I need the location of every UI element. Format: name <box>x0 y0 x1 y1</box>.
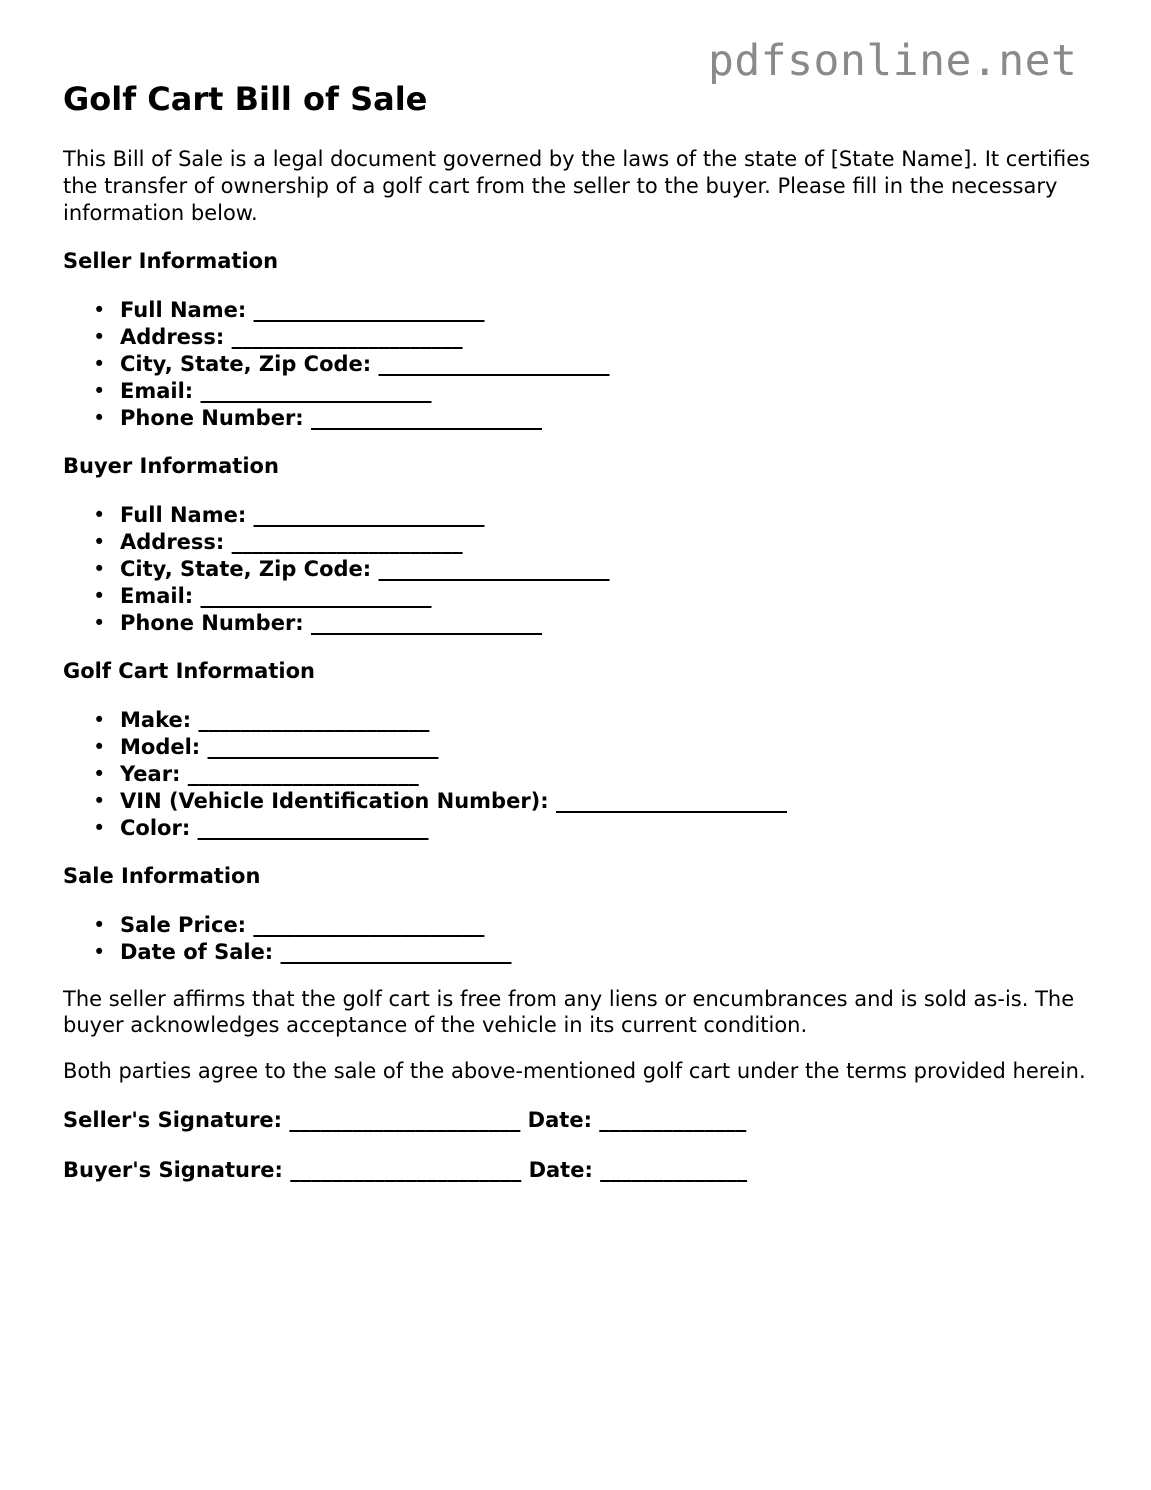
seller-full-name-field[interactable] <box>93 297 1093 324</box>
bullet-icon: • <box>93 379 106 403</box>
bullet-icon: • <box>93 584 106 608</box>
page-title: Golf Cart Bill of Sale <box>63 80 428 118</box>
bullet-icon: • <box>93 352 106 376</box>
field-label: Model: ______________________ <box>120 735 439 759</box>
cart-vin-field[interactable] <box>93 788 1093 815</box>
seller-phone-field[interactable] <box>93 405 1093 432</box>
seller-email-field[interactable] <box>93 378 1093 405</box>
bullet-icon: • <box>93 735 106 759</box>
watermark: pdfsonline.net <box>708 36 1078 86</box>
buyer-address-field[interactable] <box>93 529 1093 556</box>
buyer-section-heading: Buyer Information <box>63 454 279 478</box>
cart-section-heading: Golf Cart Information <box>63 659 315 683</box>
field-label: Color: ______________________ <box>120 816 429 840</box>
field-label: Phone Number: ______________________ <box>120 611 543 635</box>
field-label: Phone Number: ______________________ <box>120 406 543 430</box>
sale-date-field[interactable] <box>93 939 1093 966</box>
seller-city-state-zip-field[interactable] <box>93 351 1093 378</box>
field-label: Full Name: ______________________ <box>120 298 485 322</box>
field-label: Address: ______________________ <box>120 325 463 349</box>
buyer-city-state-zip-field[interactable] <box>93 556 1093 583</box>
field-label: Address: ______________________ <box>120 530 463 554</box>
field-label: Year: ______________________ <box>120 762 419 786</box>
agreement-paragraph: Both parties agree to the sale of the above-mentioned golf cart under the terms provided herein. <box>63 1059 1086 1083</box>
affirmation-paragraph: The seller affirms that the golf cart is free from any liens or encumbrances and is sold as-is. The buyer acknowledges acceptance of the vehicle in its current condition. <box>63 987 1075 1037</box>
buyer-email-field[interactable] <box>93 583 1093 610</box>
cart-make-field[interactable] <box>93 707 1093 734</box>
bullet-icon: • <box>93 406 106 430</box>
bullet-icon: • <box>93 762 106 786</box>
field-label: Full Name: ______________________ <box>120 503 485 527</box>
intro-paragraph: This Bill of Sale is a legal document governed by the laws of the state of [State Name]. It certifies the transfer of ownership of a golf cart from the seller to the buyer. Please fill in the necessary information below. <box>63 147 1091 225</box>
buyer-full-name-field[interactable] <box>93 502 1093 529</box>
buyer-phone-field[interactable] <box>93 610 1093 637</box>
bullet-icon: • <box>93 913 106 937</box>
seller-address-field[interactable] <box>93 324 1093 351</box>
sale-field-list <box>63 912 1093 966</box>
seller-section-heading: Seller Information <box>63 249 279 273</box>
seller-field-list <box>63 297 1093 432</box>
field-label: City, State, Zip Code: ______________________ <box>120 352 610 376</box>
cart-year-field[interactable] <box>93 761 1093 788</box>
buyer-field-list <box>63 502 1093 637</box>
bullet-icon: • <box>93 940 106 964</box>
sale-price-field[interactable] <box>93 912 1093 939</box>
buyer-signature-line[interactable]: Buyer's Signature: ______________________ Date: ______________ <box>63 1158 748 1182</box>
cart-color-field[interactable] <box>93 815 1093 842</box>
bullet-icon: • <box>93 816 106 840</box>
field-label: Email: ______________________ <box>120 584 432 608</box>
bullet-icon: • <box>93 557 106 581</box>
sale-section-heading: Sale Information <box>63 864 261 888</box>
bullet-icon: • <box>93 503 106 527</box>
field-label: Sale Price: ______________________ <box>120 913 485 937</box>
bullet-icon: • <box>93 325 106 349</box>
bullet-icon: • <box>93 530 106 554</box>
bullet-icon: • <box>93 611 106 635</box>
document <box>63 76 1093 1184</box>
field-label: City, State, Zip Code: ______________________ <box>120 557 610 581</box>
bullet-icon: • <box>93 708 106 732</box>
bullet-icon: • <box>93 789 106 813</box>
field-label: VIN (Vehicle Identification Number): ______________________ <box>120 789 787 813</box>
field-label: Date of Sale: ______________________ <box>120 940 512 964</box>
cart-model-field[interactable] <box>93 734 1093 761</box>
field-label: Make: ______________________ <box>120 708 430 732</box>
bullet-icon: • <box>93 298 106 322</box>
cart-field-list <box>63 707 1093 842</box>
seller-signature-line[interactable]: Seller's Signature: ______________________ Date: ______________ <box>63 1108 747 1132</box>
field-label: Email: ______________________ <box>120 379 432 403</box>
